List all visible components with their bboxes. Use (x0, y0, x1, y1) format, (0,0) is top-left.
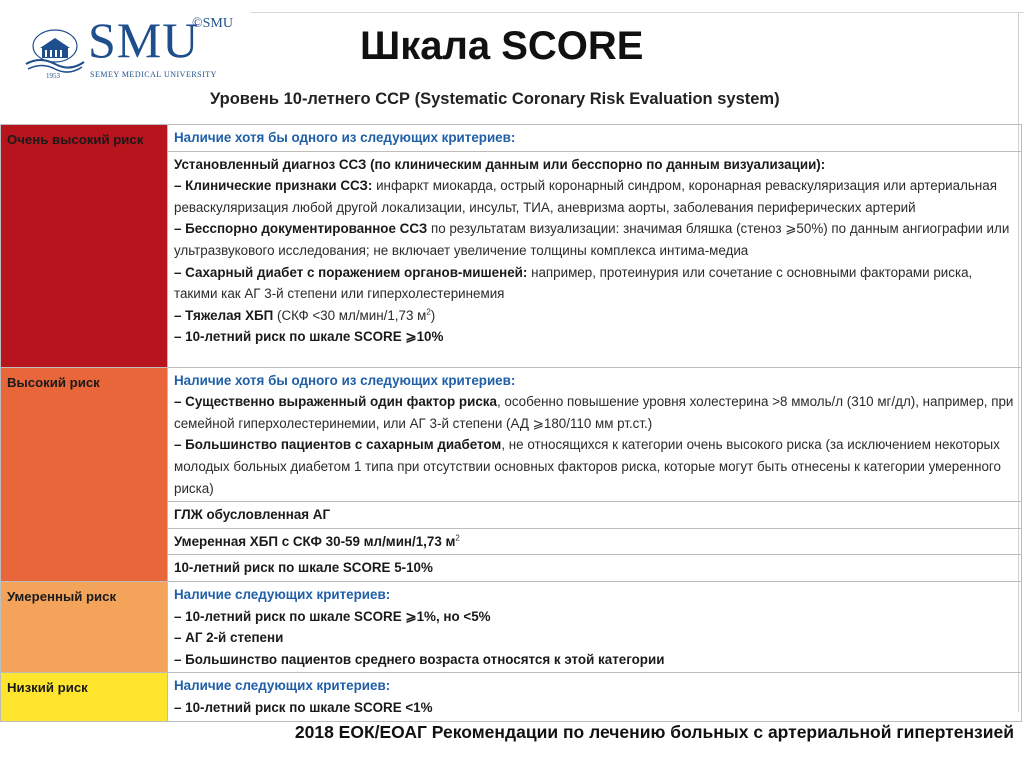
logo-wordmark: SMU (88, 12, 200, 68)
risk-label-low: Низкий риск (1, 673, 168, 721)
criteria-item (174, 218, 1015, 261)
logo-university-name: SEMEY MEDICAL UNIVERSITY (90, 70, 217, 79)
superscript: 2 (426, 307, 431, 317)
criteria-very-high (168, 151, 1022, 367)
criteria-item (174, 305, 1015, 327)
table-caption: Уровень 10-летнего ССР (Systematic Coronary Risk Evaluation system) (210, 90, 780, 108)
criteria-item-text: инфаркт миокарда, острый коронарный синдром, коронарная реваскуляризация или артериальная реваскуляризация любой другой локализации, инсульт, ТИА, аневризма аорты, заболевания периферических артерий (174, 178, 997, 215)
table-row-low (1, 673, 1022, 721)
logo-wordmark-small: ©SMU (192, 16, 233, 31)
criteria-item-title: – Большинство пациентов с сахарным диабетом (174, 437, 502, 453)
criteria-intro: Установленный диагноз ССЗ (по клиническим данным или бесспорно по данным визуализации): (174, 156, 826, 172)
criteria-item-text: , не относящихся к категории очень высокого риска (за исключением некоторых молодых больных диабетом 1 типа при отсутствии основных факторов риска, которые могут быть отнесены к категории умеренного риска) (174, 437, 1001, 496)
criteria-item (174, 262, 1015, 305)
criteria-score: – 10-летний риск по шкале SCORE ⩾10% (174, 329, 444, 345)
criteria-high-score (168, 555, 1022, 582)
criteria-ag: – АГ 2-й степени (174, 630, 284, 646)
header-rule (250, 12, 1024, 13)
footer-caption: 2018 ЕОК/ЕОАГ Рекомендации по лечению больных с артериальной гипертензией (294, 722, 1014, 742)
criteria-item (174, 391, 1015, 434)
criteria-item-title: – Существенно выраженный один фактор риска (174, 394, 497, 410)
criteria-moderate (168, 581, 1022, 672)
criteria-item-title: – Бесспорно документированное ССЗ (174, 221, 428, 237)
criteria-item-text: (СКФ <30 мл/мин/1,73 м (273, 307, 427, 323)
criteria-item-text: например, протеинурия или сочетание с основными факторами риска, такими как АГ 3-й степени или гиперхолестеринемия (174, 264, 973, 302)
smu-logo (20, 12, 250, 82)
criteria-header-text: Наличие хотя бы одного из следующих критериев: (174, 372, 516, 388)
criteria-item (174, 434, 1015, 499)
criteria-item-title: – Клинические признаки ССЗ: (174, 178, 373, 194)
risk-label-moderate: Умеренный риск (1, 581, 168, 672)
criteria-low (168, 673, 1022, 721)
risk-label-high: Высокий риск (1, 367, 168, 581)
score-risk-table (0, 124, 1022, 722)
table-row-moderate (1, 581, 1022, 672)
superscript: 2 (455, 533, 460, 543)
criteria-header-text: Наличие следующих критериев: (174, 678, 391, 694)
risk-label-very-high: Очень высокий риск (1, 125, 168, 368)
criteria-score: – 10-летний риск по шкале SCORE ⩾1%, но <5% (174, 608, 491, 624)
university-building-icon (24, 26, 86, 76)
criteria-item-text: по результатам визуализации: значимая бляшка (стеноз ⩾50%) по данным ангиографии или ультразвукового исследования; не включает увеличение толщины комплекса интима-медиа (174, 221, 1010, 258)
criteria-item-title: – Сахарный диабет с поражением органов-мишеней: (174, 264, 528, 280)
criteria-ckd: Умеренная ХБП с СКФ 30-59 мл/мин/1,73 м (174, 533, 456, 549)
table-row-high (1, 367, 1022, 502)
criteria-item-title: – Тяжелая ХБП (174, 307, 274, 323)
criteria-age: – Большинство пациентов среднего возраста относятся к этой категории (174, 651, 665, 667)
criteria-header-very-high (168, 125, 1022, 152)
criteria-item-text: , особенно повышение уровня холестерина >8 ммоль/л (310 мг/дл), например, при семейной гиперхолестеринемии, или АГ 3-й степени (АД ⩾180/110 мм рт.ст.) (174, 394, 1014, 431)
criteria-score: – 10-летний риск по шкале SCORE <1% (174, 699, 433, 715)
slide-title: Шкала SCORE (360, 24, 644, 68)
criteria-item-text: ) (430, 307, 436, 323)
criteria-high-ckd (168, 528, 1022, 555)
criteria-item (174, 175, 1015, 218)
criteria-header-text: Наличие хотя бы одного из следующих критериев: (174, 130, 516, 145)
criteria-header-text: Наличие следующих критериев: (174, 586, 391, 602)
criteria-lvh: ГЛЖ обусловленная АГ (174, 507, 331, 523)
table-row-very-high (1, 125, 1022, 152)
criteria-high-lvh (168, 502, 1022, 529)
criteria-score: 10-летний риск по шкале SCORE 5-10% (174, 560, 433, 576)
criteria-high (168, 367, 1022, 502)
logo-year: 1953 (46, 72, 60, 80)
